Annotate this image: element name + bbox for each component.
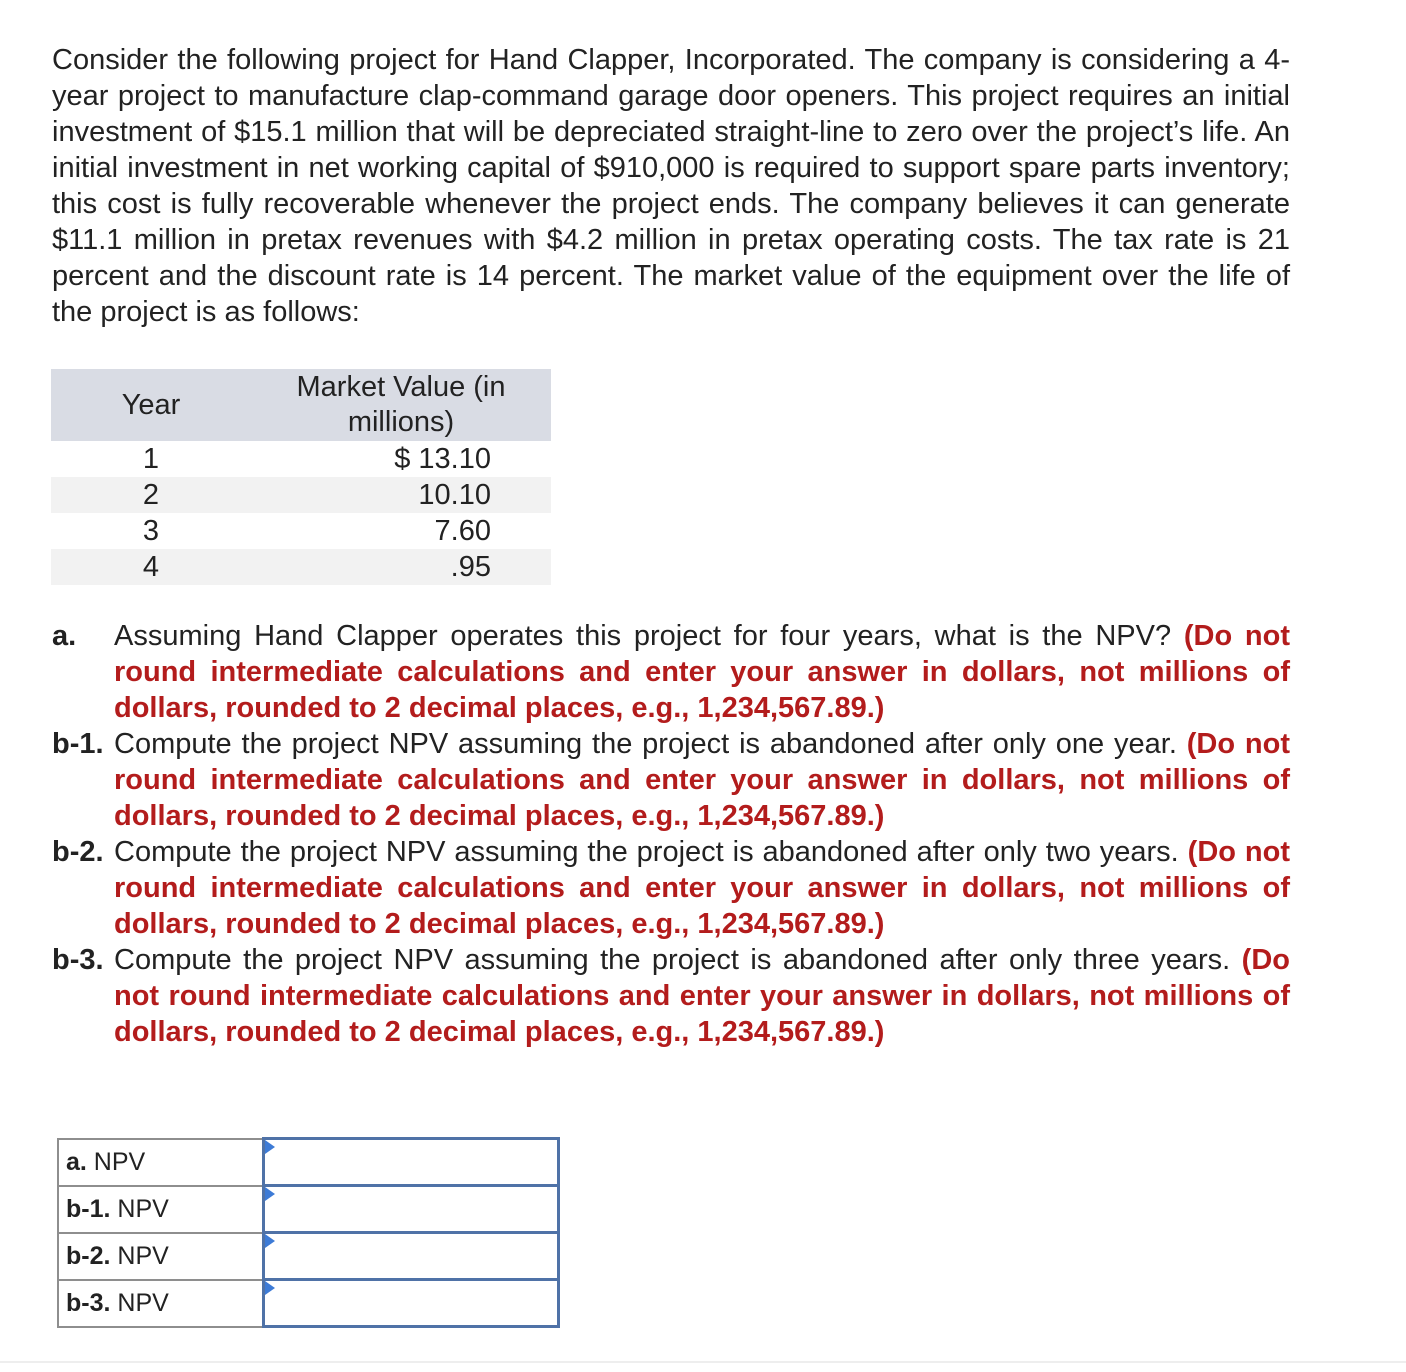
answer-label-prefix: b-3. — [66, 1288, 111, 1317]
flag-triangle-icon — [265, 1140, 275, 1154]
question-body — [114, 834, 1290, 942]
table-row — [51, 513, 551, 549]
question-label: b-1. — [52, 728, 104, 760]
flag-triangle-icon — [265, 1234, 275, 1248]
answer-label-prefix: b-1. — [66, 1194, 111, 1223]
answer-row-b3 — [58, 1280, 559, 1327]
question-text: Assuming Hand Clapper operates this project for four years, what is the NPV? — [114, 620, 1184, 652]
table-row — [51, 549, 551, 585]
question-instruction: (Do not round intermediate calculations and enter your answer in dollars, not millions of dollars, rounded to 2 decimal places, e.g., 1,234,567.89.) — [114, 728, 1290, 832]
year-cell: 4 — [51, 549, 251, 585]
answer-label — [58, 1233, 264, 1280]
bottom-divider — [0, 1361, 1406, 1363]
question-text: Compute the project NPV assuming the project is abandoned after only one year. — [114, 728, 1187, 760]
question-body — [114, 618, 1290, 726]
year-cell: 2 — [51, 477, 251, 513]
question-label: b-3. — [52, 944, 104, 976]
market-value-header: Market Value (in millions) — [251, 369, 551, 441]
question-label: b-2. — [52, 836, 104, 868]
market-value-cell: 10.10 — [251, 477, 551, 513]
market-value-header-row — [51, 369, 551, 441]
npv-b2-input[interactable] — [265, 1236, 557, 1276]
question-instruction: (Do not round intermediate calculations and enter your answer in dollars, not millions of dollars, rounded to 2 decimal places, e.g., 1,234,567.89.) — [114, 836, 1290, 940]
market-value-cell: 7.60 — [434, 515, 491, 547]
answer-row-a — [58, 1139, 559, 1186]
question-text: Compute the project NPV assuming the project is abandoned after only three years. — [114, 944, 1242, 976]
npv-a-input[interactable] — [265, 1142, 557, 1182]
answer-cell — [264, 1280, 559, 1327]
year-cell: 3 — [142, 515, 160, 547]
answer-label — [58, 1280, 264, 1327]
question-text: Compute the project NPV assuming the project is abandoned after only two years. — [114, 836, 1188, 868]
answer-label-suffix: NPV — [110, 1194, 169, 1223]
question-b2 — [52, 834, 1290, 942]
year-header: Year — [51, 369, 251, 441]
answer-label-suffix: NPV — [110, 1288, 169, 1317]
answer-row-b1 — [58, 1186, 559, 1233]
table-row — [51, 441, 551, 477]
npv-b1-input[interactable] — [265, 1189, 557, 1229]
answer-label-prefix: b-2. — [66, 1241, 111, 1270]
answer-label — [58, 1139, 264, 1186]
problem-statement: Consider the following project for Hand Clapper, Incorporated. The company is considering a 4-year project to manufacture clap-command garage door openers. This project requires an initial investment of $15.1 million that will be depreciated straight-line to zero over the project’s life. An initial investment in net working capital of $910,000 is required to support spare parts inventory; this cost is fully recoverable whenever the project ends. The company believes it can generate $11.1 million in pretax revenues with $4.2 million in pretax operating costs. The tax rate is 21 percent and the discount rate is 14 percent. The market value of the equipment over the life of the project is as follows: — [52, 44, 1290, 328]
table-row — [51, 477, 551, 513]
question-a — [52, 618, 1290, 726]
question-b3 — [52, 942, 1290, 1050]
market-value-table — [51, 369, 551, 585]
question-label: a. — [52, 620, 77, 652]
year-cell: 1 — [142, 443, 160, 475]
answer-label-suffix: NPV — [86, 1147, 146, 1176]
market-value-cell: $ 13.10 — [394, 443, 491, 475]
question-body — [114, 942, 1290, 1050]
answer-label-suffix: NPV — [110, 1241, 169, 1270]
flag-triangle-icon — [265, 1187, 275, 1201]
question-list — [52, 618, 1290, 1050]
answer-cell — [264, 1233, 559, 1280]
answer-label-prefix: a. — [66, 1147, 87, 1176]
answer-label — [58, 1186, 264, 1233]
question-instruction: (Do not round intermediate calculations and enter your answer in dollars, not millions of dollars, rounded to 2 decimal places, e.g., 1,234,567.89.) — [114, 944, 1290, 1048]
market-value-cell: .95 — [251, 549, 551, 585]
answer-table — [57, 1137, 560, 1328]
flag-triangle-icon — [265, 1281, 275, 1295]
question-body — [114, 726, 1290, 834]
npv-b3-input[interactable] — [265, 1283, 557, 1323]
answer-row-b2 — [58, 1233, 559, 1280]
answer-cell — [264, 1186, 559, 1233]
question-b1 — [52, 726, 1290, 834]
answer-cell — [264, 1139, 559, 1186]
question-instruction: (Do not round intermediate calculations and enter your answer in dollars, not millions of dollars, rounded to 2 decimal places, e.g., 1,234,567.89.) — [114, 620, 1290, 724]
